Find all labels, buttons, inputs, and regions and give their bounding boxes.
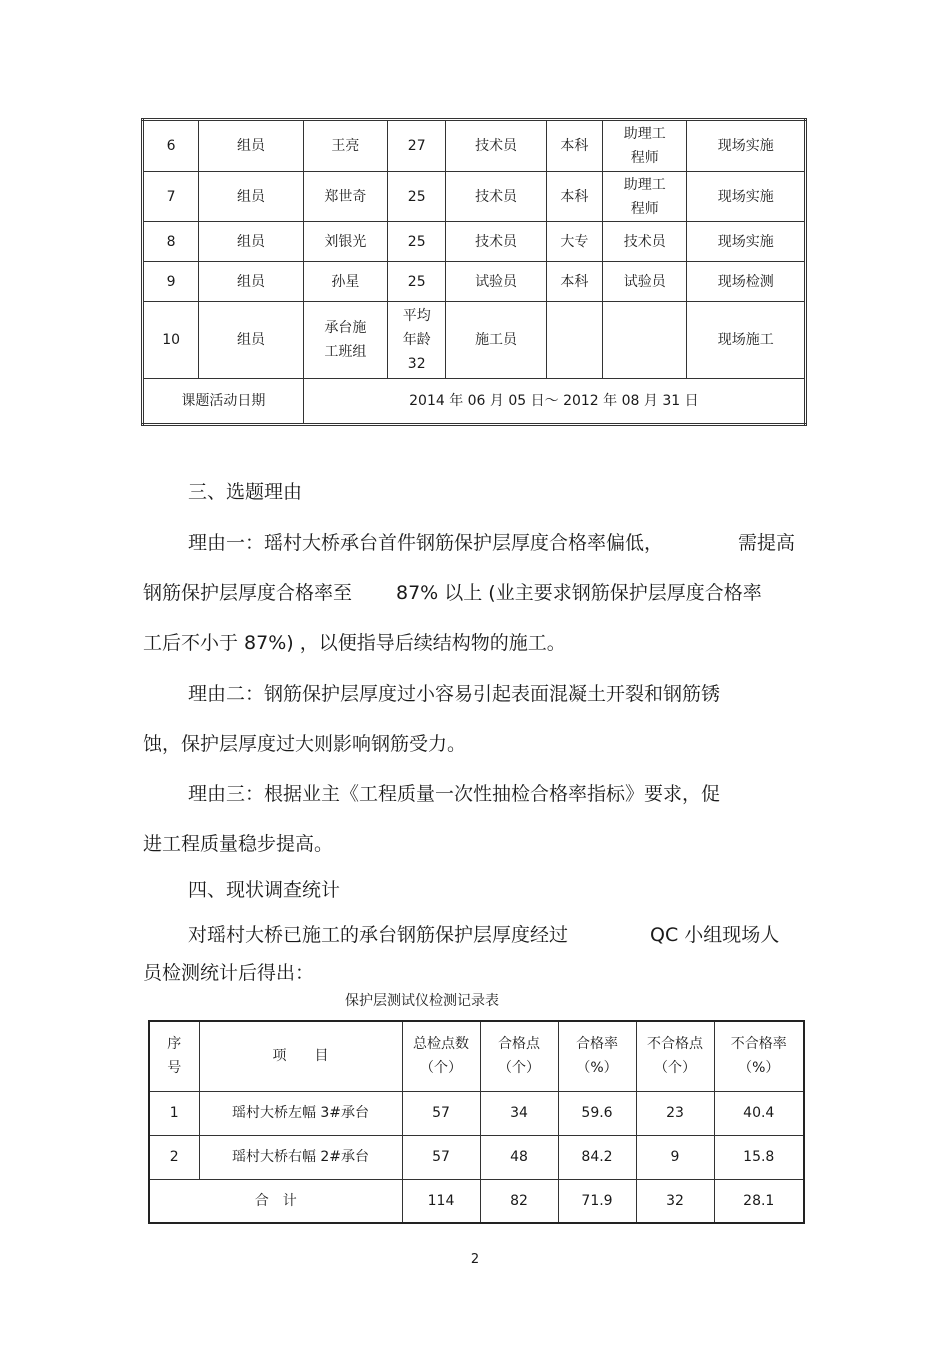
- member-no: 9: [143, 262, 199, 302]
- row-total: 57: [402, 1135, 480, 1179]
- member-name: 承台施工班组: [303, 302, 387, 379]
- total-pass: 82: [480, 1179, 558, 1223]
- reason-3-line-1: 理由三：根据业主《工程质量一次性抽检合格率指标》要求，促: [188, 783, 721, 805]
- table-row: [149, 1135, 804, 1179]
- member-role: 组员: [199, 120, 303, 172]
- member-edu: 本科: [546, 172, 602, 222]
- row-total: 57: [402, 1091, 480, 1135]
- member-post: 施工员: [446, 302, 546, 379]
- page-number: 2: [470, 1252, 480, 1267]
- header-pass-rate: 合格率（%）: [558, 1021, 636, 1091]
- header-fail-rate: 不合格率（%）: [714, 1021, 804, 1091]
- member-name: 郑世奇: [303, 172, 387, 222]
- table-header-row: [149, 1021, 804, 1091]
- member-role: 组员: [199, 262, 303, 302]
- total-fail-rate: 28.1: [714, 1179, 804, 1223]
- member-no: 7: [143, 172, 199, 222]
- activity-date-row: [143, 379, 806, 425]
- section-3-heading: 三、选题理由: [188, 481, 303, 503]
- member-no: 10: [143, 302, 199, 379]
- member-age: 平均年龄32: [388, 302, 446, 379]
- reason-2-line-2: 蚀，保护层厚度过大则影响钢筋受力。: [143, 733, 467, 755]
- member-duty: 现场检测: [687, 262, 806, 302]
- member-name: 孙星: [303, 262, 387, 302]
- members-table: [141, 118, 807, 426]
- member-role: 组员: [199, 302, 303, 379]
- member-post: 技术员: [446, 120, 546, 172]
- survey-line-2: 员检测统计后得出：: [143, 962, 315, 984]
- section-4-heading: 四、现状调查统计: [188, 879, 341, 901]
- reason-2-line-1: 理由二：钢筋保护层厚度过小容易引起表面混凝土开裂和钢筋锈: [188, 683, 721, 705]
- member-title: [603, 302, 687, 379]
- member-title: 助理工程师: [603, 120, 687, 172]
- member-age: 25: [388, 222, 446, 262]
- row-fail-rate: 40.4: [714, 1091, 804, 1135]
- activity-date-value: 2014 年 06 月 05 日～ 2012 年 08 月 31 日: [303, 379, 805, 425]
- row-pass-rate: 59.6: [558, 1091, 636, 1135]
- row-item: 瑶村大桥右幅 2#承台: [199, 1135, 402, 1179]
- reason-1-line-1b: 需提高: [738, 532, 796, 554]
- member-no: 6: [143, 120, 199, 172]
- table-row: [149, 1091, 804, 1135]
- member-role: 组员: [199, 222, 303, 262]
- member-duty: 现场实施: [687, 222, 806, 262]
- member-post: 技术员: [446, 222, 546, 262]
- table-row: [143, 302, 806, 379]
- member-title: 技术员: [603, 222, 687, 262]
- row-pass: 48: [480, 1135, 558, 1179]
- survey-line-1b: QC 小组现场人: [650, 924, 780, 946]
- member-name: 王亮: [303, 120, 387, 172]
- member-edu: 本科: [546, 262, 602, 302]
- row-fail-rate: 15.8: [714, 1135, 804, 1179]
- member-title: 助理工程师: [603, 172, 687, 222]
- total-fail: 32: [636, 1179, 714, 1223]
- total-total: 114: [402, 1179, 480, 1223]
- total-label: 合 计: [149, 1179, 402, 1223]
- table-row: [143, 222, 806, 262]
- member-age: 25: [388, 172, 446, 222]
- header-fail: 不合格点（个）: [636, 1021, 714, 1091]
- activity-date-label: 课题活动日期: [143, 379, 304, 425]
- table-row: [143, 120, 806, 172]
- member-title: 试验员: [603, 262, 687, 302]
- member-post: 试验员: [446, 262, 546, 302]
- member-edu: 本科: [546, 120, 602, 172]
- member-name: 刘银光: [303, 222, 387, 262]
- row-pass: 34: [480, 1091, 558, 1135]
- member-no: 8: [143, 222, 199, 262]
- member-edu: 大专: [546, 222, 602, 262]
- row-no: 2: [149, 1135, 199, 1179]
- member-duty: 现场实施: [687, 120, 806, 172]
- stats-table: [148, 1020, 805, 1224]
- header-item: 项 目: [199, 1021, 402, 1091]
- reason-1-line-1a: 理由一：瑶村大桥承台首件钢筋保护层厚度合格率偏低，: [188, 532, 664, 554]
- total-row: [149, 1179, 804, 1223]
- header-total: 总检点数（个）: [402, 1021, 480, 1091]
- reason-1-line-2b: 87% 以上 (业主要求钢筋保护层厚度合格率: [396, 582, 762, 604]
- stats-table-caption: 保护层测试仪检测记录表: [345, 993, 499, 1009]
- table-row: [143, 172, 806, 222]
- row-no: 1: [149, 1091, 199, 1135]
- row-item: 瑶村大桥左幅 3#承台: [199, 1091, 402, 1135]
- member-role: 组员: [199, 172, 303, 222]
- member-edu: [546, 302, 602, 379]
- member-duty: 现场施工: [687, 302, 806, 379]
- row-fail: 23: [636, 1091, 714, 1135]
- survey-line-1a: 对瑶村大桥已施工的承台钢筋保护层厚度经过: [188, 924, 569, 946]
- member-age: 27: [388, 120, 446, 172]
- header-no: 序号: [149, 1021, 199, 1091]
- reason-3-line-2: 进工程质量稳步提高。: [143, 833, 334, 855]
- reason-1-line-2a: 钢筋保护层厚度合格率至: [143, 582, 353, 604]
- member-post: 技术员: [446, 172, 546, 222]
- total-pass-rate: 71.9: [558, 1179, 636, 1223]
- reason-1-line-3: 工后不小于 87%) ，以便指导后续结构物的施工。: [143, 632, 566, 654]
- header-pass: 合格点（个）: [480, 1021, 558, 1091]
- member-duty: 现场实施: [687, 172, 806, 222]
- member-age: 25: [388, 262, 446, 302]
- table-row: [143, 262, 806, 302]
- row-fail: 9: [636, 1135, 714, 1179]
- row-pass-rate: 84.2: [558, 1135, 636, 1179]
